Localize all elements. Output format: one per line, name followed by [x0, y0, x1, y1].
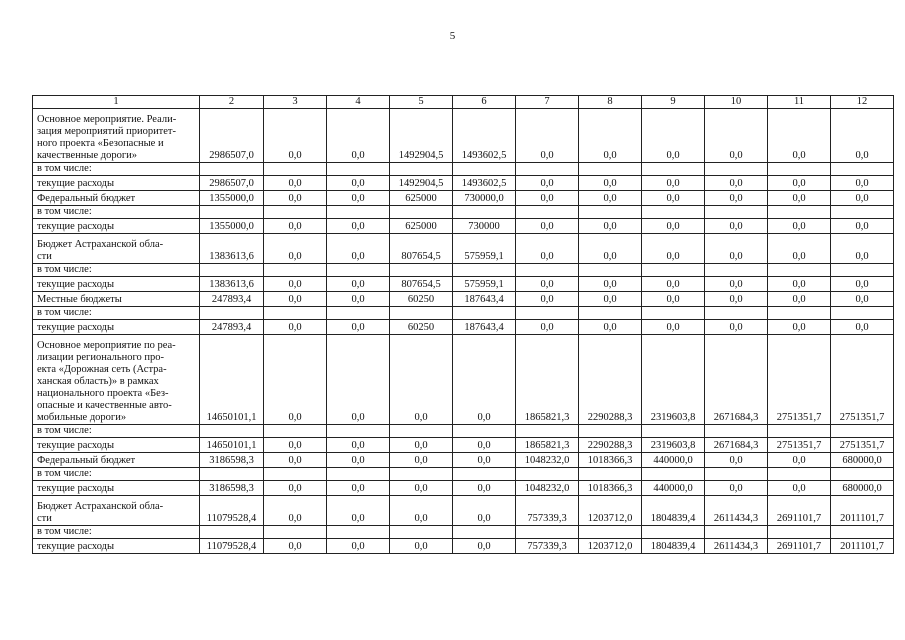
cell-value: 0,0: [642, 176, 705, 191]
cell-value: [453, 526, 516, 539]
cell-value: 0,0: [768, 176, 831, 191]
cell-value: 1493602,5: [453, 109, 516, 163]
cell-value: 0,0: [327, 277, 390, 292]
table-row: [33, 539, 894, 554]
cell-value: [579, 264, 642, 277]
cell-value: 0,0: [327, 292, 390, 307]
row-label: Бюджет Астраханской обла- сти: [33, 234, 200, 264]
row-label: в том числе:: [33, 468, 200, 481]
cell-value: 680000,0: [831, 453, 894, 468]
column-number-6: 6: [453, 96, 516, 109]
row-label: в том числе:: [33, 163, 200, 176]
cell-value: [768, 468, 831, 481]
table-row: [33, 264, 894, 277]
cell-value: [200, 206, 264, 219]
cell-value: [327, 307, 390, 320]
row-label: текущие расходы: [33, 539, 200, 554]
cell-value: 0,0: [453, 438, 516, 453]
cell-value: 0,0: [705, 109, 768, 163]
cell-value: [642, 264, 705, 277]
cell-value: [516, 206, 579, 219]
column-number-10: 10: [705, 96, 768, 109]
cell-value: 0,0: [768, 277, 831, 292]
cell-value: 1355000,0: [200, 219, 264, 234]
cell-value: 2986507,0: [200, 109, 264, 163]
cell-value: 0,0: [516, 277, 579, 292]
cell-value: 0,0: [327, 438, 390, 453]
cell-value: [200, 307, 264, 320]
cell-value: [831, 264, 894, 277]
table-row: [33, 176, 894, 191]
cell-value: [579, 468, 642, 481]
cell-value: 1492904,5: [390, 176, 453, 191]
cell-value: 0,0: [264, 234, 327, 264]
cell-value: [390, 307, 453, 320]
cell-value: 807654,5: [390, 234, 453, 264]
cell-value: 2751351,7: [831, 335, 894, 425]
cell-value: [453, 468, 516, 481]
cell-value: 0,0: [705, 453, 768, 468]
cell-value: [705, 163, 768, 176]
cell-value: 247893,4: [200, 292, 264, 307]
cell-value: 0,0: [327, 453, 390, 468]
page-number: 5: [449, 30, 456, 42]
cell-value: 0,0: [642, 277, 705, 292]
cell-value: 11079528,4: [200, 539, 264, 554]
cell-value: 2751351,7: [768, 438, 831, 453]
cell-value: 2319603,8: [642, 335, 705, 425]
cell-value: 0,0: [768, 191, 831, 206]
cell-value: 3186598,3: [200, 453, 264, 468]
cell-value: [579, 163, 642, 176]
cell-value: [264, 526, 327, 539]
cell-value: 1493602,5: [453, 176, 516, 191]
cell-value: [705, 468, 768, 481]
table-body: [33, 109, 894, 554]
cell-value: 0,0: [327, 496, 390, 526]
cell-value: [264, 206, 327, 219]
cell-value: [768, 163, 831, 176]
row-label: в том числе:: [33, 307, 200, 320]
cell-value: 2671684,3: [705, 335, 768, 425]
row-label: Федеральный бюджет: [33, 453, 200, 468]
cell-value: [200, 468, 264, 481]
cell-value: 0,0: [390, 496, 453, 526]
cell-value: 0,0: [327, 109, 390, 163]
table-row: [33, 163, 894, 176]
table-row: [33, 277, 894, 292]
cell-value: [516, 163, 579, 176]
cell-value: 1203712,0: [579, 539, 642, 554]
cell-value: 0,0: [831, 176, 894, 191]
cell-value: 0,0: [579, 292, 642, 307]
row-label: текущие расходы: [33, 320, 200, 335]
row-label: текущие расходы: [33, 481, 200, 496]
cell-value: 2751351,7: [768, 335, 831, 425]
cell-value: 0,0: [516, 219, 579, 234]
column-number-5: 5: [390, 96, 453, 109]
cell-value: [516, 468, 579, 481]
table-row: [33, 307, 894, 320]
cell-value: [579, 307, 642, 320]
cell-value: 0,0: [831, 277, 894, 292]
cell-value: 2611434,3: [705, 539, 768, 554]
cell-value: 0,0: [327, 481, 390, 496]
cell-value: 0,0: [453, 335, 516, 425]
cell-value: [831, 526, 894, 539]
row-label: Федеральный бюджет: [33, 191, 200, 206]
cell-value: 2319603,8: [642, 438, 705, 453]
cell-value: [327, 468, 390, 481]
cell-value: 0,0: [768, 219, 831, 234]
cell-value: 0,0: [390, 481, 453, 496]
cell-value: [705, 206, 768, 219]
cell-value: 0,0: [453, 539, 516, 554]
cell-value: [200, 264, 264, 277]
cell-value: 0,0: [453, 481, 516, 496]
cell-value: 575959,1: [453, 277, 516, 292]
cell-value: 0,0: [516, 176, 579, 191]
cell-value: 1018366,3: [579, 481, 642, 496]
cell-value: 0,0: [264, 109, 327, 163]
table-row: [33, 219, 894, 234]
row-label: Местные бюджеты: [33, 292, 200, 307]
table-row: [33, 438, 894, 453]
cell-value: [453, 307, 516, 320]
cell-value: 0,0: [327, 335, 390, 425]
cell-value: 0,0: [264, 191, 327, 206]
cell-value: 1492904,5: [390, 109, 453, 163]
cell-value: 2290288,3: [579, 438, 642, 453]
row-label: в том числе:: [33, 206, 200, 219]
budget-table: [32, 95, 894, 554]
cell-value: 0,0: [327, 234, 390, 264]
column-number-3: 3: [264, 96, 327, 109]
cell-value: 0,0: [705, 234, 768, 264]
table-row: [33, 481, 894, 496]
cell-value: 0,0: [453, 496, 516, 526]
cell-value: 60250: [390, 320, 453, 335]
cell-value: 0,0: [831, 219, 894, 234]
cell-value: 0,0: [579, 191, 642, 206]
table-row: [33, 320, 894, 335]
table-row: [33, 109, 894, 163]
cell-value: [579, 206, 642, 219]
cell-value: 1383613,6: [200, 277, 264, 292]
cell-value: 0,0: [390, 438, 453, 453]
cell-value: [831, 468, 894, 481]
cell-value: [642, 307, 705, 320]
table-row: [33, 206, 894, 219]
cell-value: [390, 264, 453, 277]
cell-value: 0,0: [264, 176, 327, 191]
cell-value: 0,0: [831, 109, 894, 163]
cell-value: 2671684,3: [705, 438, 768, 453]
cell-value: [453, 206, 516, 219]
column-number-12: 12: [831, 96, 894, 109]
cell-value: 730000,0: [453, 191, 516, 206]
cell-value: 0,0: [264, 481, 327, 496]
cell-value: 0,0: [264, 539, 327, 554]
cell-value: [516, 526, 579, 539]
cell-value: [642, 163, 705, 176]
cell-value: 807654,5: [390, 277, 453, 292]
cell-value: 2986507,0: [200, 176, 264, 191]
cell-value: 0,0: [579, 234, 642, 264]
cell-value: 187643,4: [453, 292, 516, 307]
cell-value: 2691101,7: [768, 539, 831, 554]
cell-value: 0,0: [768, 292, 831, 307]
cell-value: [516, 425, 579, 438]
cell-value: 1048232,0: [516, 481, 579, 496]
cell-value: [200, 163, 264, 176]
cell-value: [200, 526, 264, 539]
row-label: Основное мероприятие по реа- лизации регионального про- екта «Дорожная сеть (Астра- ханская область)» в рамках национального проекта «Без- опасные и качественные авто- мобильные дороги»: [33, 335, 200, 425]
cell-value: 757339,3: [516, 496, 579, 526]
cell-value: 0,0: [516, 109, 579, 163]
cell-value: [453, 163, 516, 176]
cell-value: [579, 425, 642, 438]
cell-value: [327, 206, 390, 219]
cell-value: [642, 526, 705, 539]
cell-value: 2611434,3: [705, 496, 768, 526]
column-number-2: 2: [200, 96, 264, 109]
row-label: текущие расходы: [33, 176, 200, 191]
table-row: [33, 234, 894, 264]
cell-value: 2290288,3: [579, 335, 642, 425]
cell-value: [642, 425, 705, 438]
table-row: [33, 468, 894, 481]
cell-value: [768, 526, 831, 539]
table-row: [33, 425, 894, 438]
row-label: текущие расходы: [33, 219, 200, 234]
cell-value: 0,0: [264, 320, 327, 335]
cell-value: 0,0: [327, 176, 390, 191]
cell-value: 757339,3: [516, 539, 579, 554]
cell-value: [264, 264, 327, 277]
cell-value: 0,0: [579, 176, 642, 191]
cell-value: [516, 264, 579, 277]
cell-value: 0,0: [579, 219, 642, 234]
cell-value: [516, 307, 579, 320]
cell-value: 0,0: [390, 453, 453, 468]
cell-value: 440000,0: [642, 453, 705, 468]
cell-value: 2751351,7: [831, 438, 894, 453]
cell-value: 0,0: [705, 219, 768, 234]
column-number-row: [33, 96, 894, 109]
cell-value: 0,0: [642, 109, 705, 163]
cell-value: 0,0: [642, 234, 705, 264]
cell-value: 0,0: [390, 539, 453, 554]
cell-value: 0,0: [264, 453, 327, 468]
cell-value: 3186598,3: [200, 481, 264, 496]
cell-value: 0,0: [831, 320, 894, 335]
cell-value: 0,0: [327, 191, 390, 206]
cell-value: 2011101,7: [831, 539, 894, 554]
cell-value: 0,0: [516, 191, 579, 206]
column-number-8: 8: [579, 96, 642, 109]
cell-value: 0,0: [705, 277, 768, 292]
column-number-7: 7: [516, 96, 579, 109]
cell-value: 1865821,3: [516, 438, 579, 453]
cell-value: 2011101,7: [831, 496, 894, 526]
cell-value: 0,0: [705, 191, 768, 206]
row-label: текущие расходы: [33, 277, 200, 292]
cell-value: [831, 206, 894, 219]
cell-value: [453, 425, 516, 438]
cell-value: [390, 206, 453, 219]
cell-value: 0,0: [264, 438, 327, 453]
cell-value: 0,0: [264, 496, 327, 526]
cell-value: 0,0: [705, 292, 768, 307]
cell-value: 1804839,4: [642, 539, 705, 554]
cell-value: 247893,4: [200, 320, 264, 335]
cell-value: 1018366,3: [579, 453, 642, 468]
cell-value: 0,0: [516, 320, 579, 335]
column-number-4: 4: [327, 96, 390, 109]
cell-value: [642, 206, 705, 219]
cell-value: [390, 163, 453, 176]
cell-value: 0,0: [768, 453, 831, 468]
column-number-1: 1: [33, 96, 200, 109]
cell-value: 1048232,0: [516, 453, 579, 468]
table-row: [33, 526, 894, 539]
cell-value: [642, 468, 705, 481]
cell-value: 1383613,6: [200, 234, 264, 264]
cell-value: [705, 425, 768, 438]
cell-value: 0,0: [264, 335, 327, 425]
cell-value: 0,0: [831, 292, 894, 307]
cell-value: 1804839,4: [642, 496, 705, 526]
cell-value: [705, 526, 768, 539]
cell-value: 440000,0: [642, 481, 705, 496]
cell-value: 0,0: [579, 320, 642, 335]
cell-value: [327, 264, 390, 277]
cell-value: 0,0: [705, 176, 768, 191]
cell-value: 1203712,0: [579, 496, 642, 526]
cell-value: 0,0: [327, 539, 390, 554]
cell-value: 0,0: [327, 320, 390, 335]
row-label: в том числе:: [33, 526, 200, 539]
cell-value: [264, 468, 327, 481]
cell-value: 575959,1: [453, 234, 516, 264]
cell-value: [705, 264, 768, 277]
cell-value: 0,0: [453, 453, 516, 468]
cell-value: 730000: [453, 219, 516, 234]
cell-value: [768, 425, 831, 438]
cell-value: 0,0: [264, 292, 327, 307]
cell-value: 0,0: [390, 335, 453, 425]
cell-value: 0,0: [516, 234, 579, 264]
cell-value: [390, 526, 453, 539]
cell-value: [768, 206, 831, 219]
cell-value: 0,0: [642, 219, 705, 234]
cell-value: [264, 163, 327, 176]
cell-value: 0,0: [579, 109, 642, 163]
cell-value: [327, 425, 390, 438]
cell-value: [264, 425, 327, 438]
cell-value: 0,0: [516, 292, 579, 307]
cell-value: 0,0: [768, 481, 831, 496]
column-number-9: 9: [642, 96, 705, 109]
cell-value: 0,0: [768, 234, 831, 264]
cell-value: 0,0: [642, 191, 705, 206]
table-row: [33, 191, 894, 206]
cell-value: [327, 163, 390, 176]
cell-value: 0,0: [768, 109, 831, 163]
row-label: Основное мероприятие. Реали- зация мероприятий приоритет- ного проекта «Безопасные и качественные дороги»: [33, 109, 200, 163]
cell-value: 0,0: [831, 234, 894, 264]
cell-value: [200, 425, 264, 438]
cell-value: 0,0: [705, 481, 768, 496]
cell-value: 680000,0: [831, 481, 894, 496]
cell-value: [327, 526, 390, 539]
row-label: текущие расходы: [33, 438, 200, 453]
cell-value: [831, 425, 894, 438]
cell-value: 0,0: [642, 292, 705, 307]
cell-value: 1865821,3: [516, 335, 579, 425]
cell-value: [390, 425, 453, 438]
cell-value: 0,0: [642, 320, 705, 335]
cell-value: 0,0: [768, 320, 831, 335]
cell-value: 1355000,0: [200, 191, 264, 206]
cell-value: 625000: [390, 219, 453, 234]
cell-value: [768, 264, 831, 277]
table-row: [33, 292, 894, 307]
cell-value: 0,0: [705, 320, 768, 335]
cell-value: 0,0: [831, 191, 894, 206]
cell-value: 625000: [390, 191, 453, 206]
cell-value: 0,0: [264, 219, 327, 234]
cell-value: 2691101,7: [768, 496, 831, 526]
row-label: в том числе:: [33, 425, 200, 438]
cell-value: 14650101,1: [200, 438, 264, 453]
row-label: в том числе:: [33, 264, 200, 277]
cell-value: [264, 307, 327, 320]
cell-value: [768, 307, 831, 320]
table-row: [33, 453, 894, 468]
cell-value: 187643,4: [453, 320, 516, 335]
row-label: Бюджет Астраханской обла- сти: [33, 496, 200, 526]
cell-value: [579, 526, 642, 539]
table-row: [33, 496, 894, 526]
cell-value: 0,0: [264, 277, 327, 292]
cell-value: [390, 468, 453, 481]
cell-value: 0,0: [579, 277, 642, 292]
cell-value: [831, 163, 894, 176]
cell-value: [831, 307, 894, 320]
column-number-11: 11: [768, 96, 831, 109]
cell-value: [705, 307, 768, 320]
cell-value: [453, 264, 516, 277]
cell-value: 11079528,4: [200, 496, 264, 526]
table-row: [33, 335, 894, 425]
cell-value: 0,0: [327, 219, 390, 234]
cell-value: 14650101,1: [200, 335, 264, 425]
cell-value: 60250: [390, 292, 453, 307]
